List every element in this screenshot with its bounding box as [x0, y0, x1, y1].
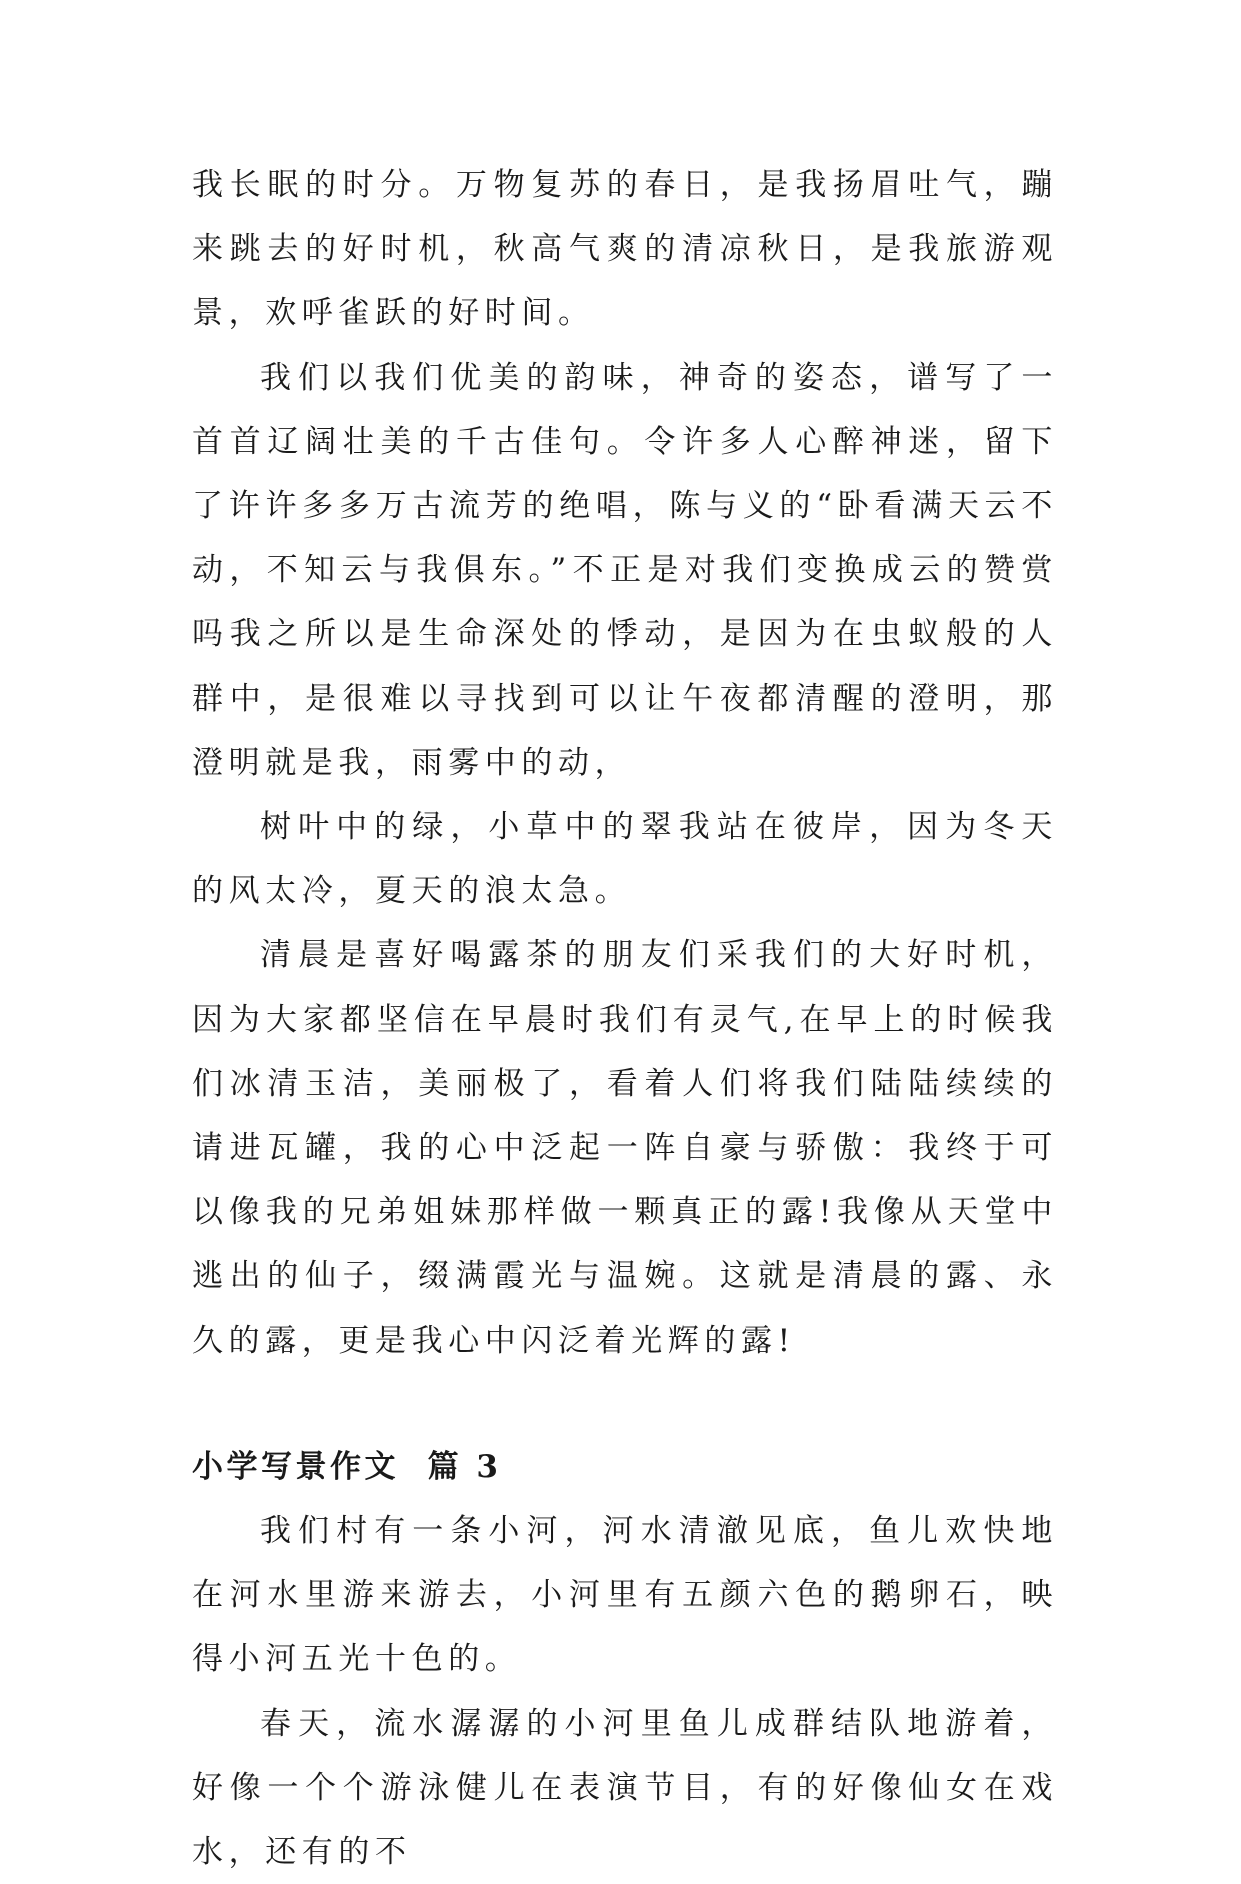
paragraph-6: 春天，流水潺潺的小河里鱼儿成群结队地游着，好像一个个游泳健儿在表演节目，有的好像仙女在戏水，还有的不 [192, 1705, 1058, 1871]
paragraph-3: 树叶中的绿，小草中的翠我站在彼岸，因为冬天的风太冷，夏天的浪太急。 [192, 809, 1058, 910]
section-title: 小学写景作文 篇 3 [192, 1448, 502, 1485]
document-body [192, 153, 1058, 1884]
paragraph-4: 清晨是喜好喝露茶的朋友们采我们的大好时机，因为大家都坚信在早晨时我们有灵气,在早上的时候我们冰清玉洁，美丽极了，看着人们将我们陆陆续续的请进瓦罐，我的心中泛起一阵自豪与骄傲：我终于可以像我的兄弟姐妹那样做一颗真正的露!我像从天堂中逃出的仙子，缀满霞光与温婉。这就是清晨的露、永久的露，更是我心中闪泛着光辉的露! [192, 937, 1058, 1359]
paragraph-2: 我们以我们优美的韵味，神奇的姿态，谱写了一首首辽阔壮美的千古佳句。令许多人心醉神迷，留下了许许多多万古流芳的绝唱，陈与义的“卧看满天云不动，不知云与我俱东。”不正是对我们变换成云的赞赏吗我之所以是生命深处的悸动，是因为在虫蚁般的人群中，是很难以寻找到可以让午夜都清醒的澄明，那澄明就是我，雨雾中的动， [192, 359, 1058, 781]
paragraph-5: 我们村有一条小河，河水清澈见底，鱼儿欢快地在河水里游来游去，小河里有五颜六色的鹅卵石，映得小河五光十色的。 [192, 1513, 1058, 1678]
paragraph-1: 我长眠的时分。万物复苏的春日，是我扬眉吐气，蹦来跳去的好时机，秋高气爽的清凉秋日，是我旅游观景，欢呼雀跃的好时间。 [192, 167, 1058, 332]
